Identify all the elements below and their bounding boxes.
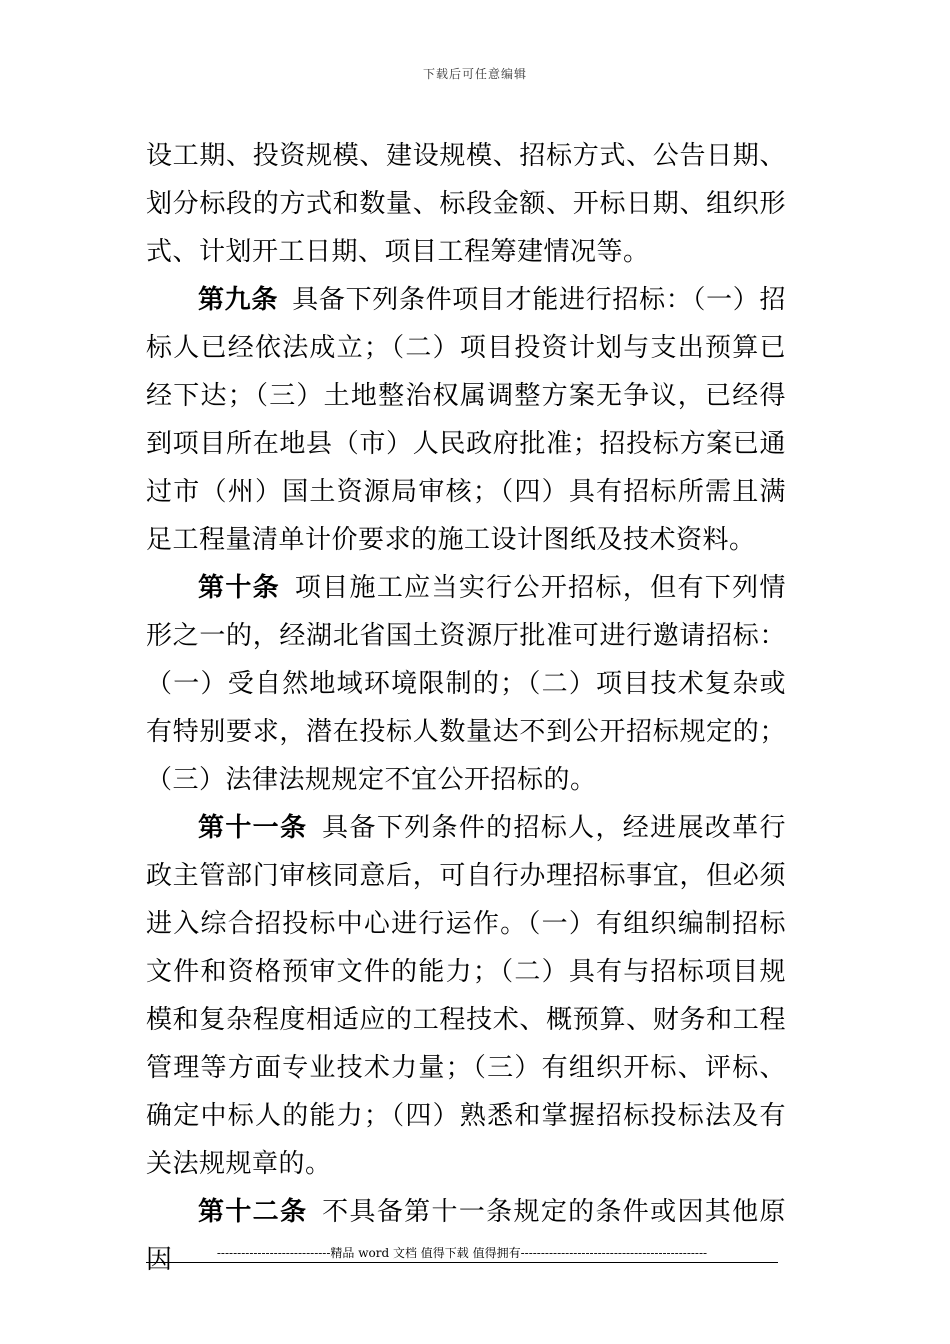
footer-divider [146, 1262, 778, 1263]
paragraph-article-11 [146, 804, 786, 1188]
article-heading: 第十条 [198, 573, 280, 603]
paragraph-article-12 [146, 1188, 786, 1284]
page-footer: ----------------------------精品 word 文档 值得下载 值得拥有---------------------------------------------- [216, 1246, 708, 1260]
article-heading: 第十二条 [198, 1197, 308, 1227]
article-heading: 第九条 [198, 285, 279, 315]
paragraph-article-9 [146, 276, 786, 564]
article-heading: 第十一条 [198, 813, 308, 843]
paragraph-continuation [146, 132, 786, 276]
paragraph-text: 不具备第十一条规定的条件或因其他原因 [146, 1197, 786, 1275]
paragraph-text: 项目施工应当实行公开招标，但有下列情形之一的，经湖北省国土资源厅批准可进行邀请招标：（一）受自然地域环境限制的；（二）项目技术复杂或有特别要求，潜在投标人数量达不到公开招标规定的；（三）法律法规规定不宜公开招标的。 [146, 573, 786, 795]
paragraph-text: 具备下列条件项目才能进行招标：（一）招标人已经依法成立；（二）项目投资计划与支出预算已经下达；（三）土地整治权属调整方案无争议，已经得到项目所在地县（市）人民政府批准；招投标方案已通过市（州）国土资源局审核；（四）具有招标所需且满足工程量清单计价要求的施工设计图纸及技术资料。 [146, 285, 786, 555]
paragraph-text: 具备下列条件的招标人，经进展改革行政主管部门审核同意后，可自行办理招标事宜，但必须进入综合招投标中心进行运作。（一）有组织编制招标文件和资格预审文件的能力；（二）具有与招标项目规模和复杂程度相适应的工程技术、概预算、财务和工程管理等方面专业技术力量；（三）有组织开标、评标、确定中标人的能力；（四）熟悉和掌握招标投标法及有关法规规章的。 [146, 813, 786, 1179]
paragraph-text: 设工期、投资规模、建设规模、招标方式、公告日期、划分标段的方式和数量、标段金额、开标日期、组织形式、计划开工日期、项目工程筹建情况等。 [146, 141, 786, 267]
paragraph-article-10 [146, 564, 786, 804]
page-header: 下载后可任意编辑 [422, 67, 527, 81]
document-body [146, 132, 786, 1284]
